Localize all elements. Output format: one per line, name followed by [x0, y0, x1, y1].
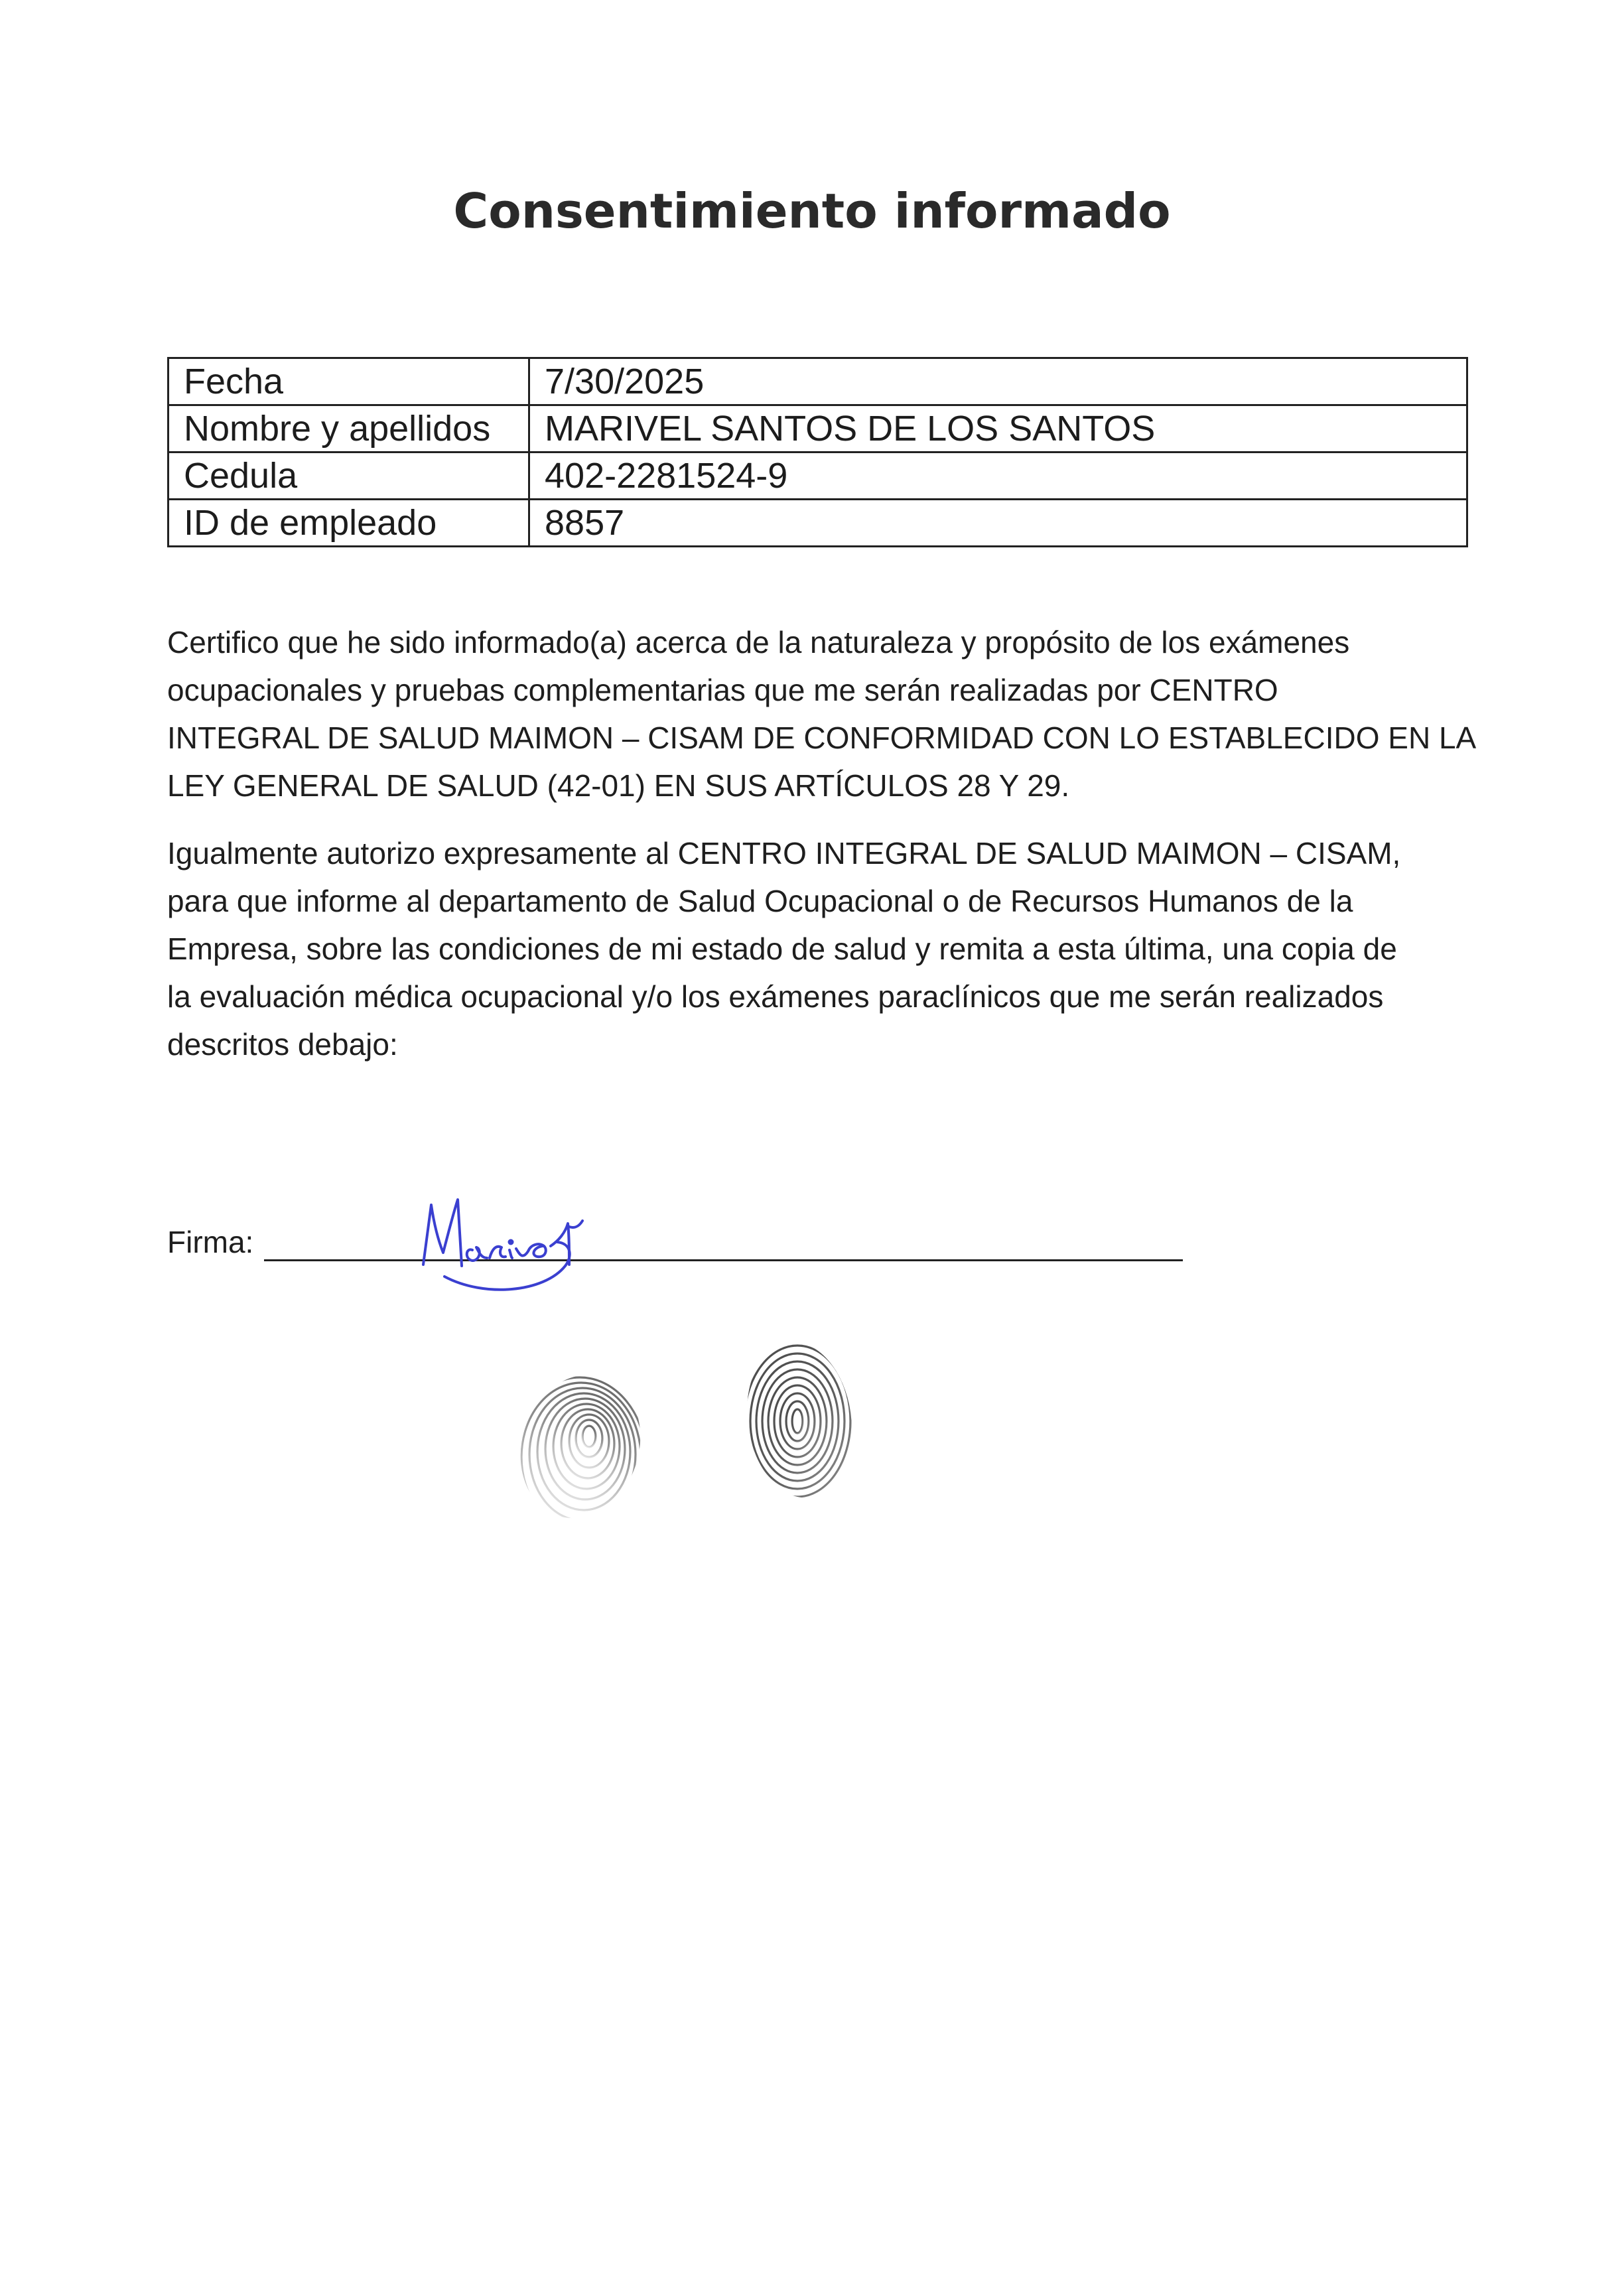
- table-row: [169, 500, 1467, 547]
- document-title: Consentimiento informado: [453, 183, 1171, 239]
- table-row: [169, 358, 1467, 405]
- fingerprint-icon: [736, 1334, 862, 1506]
- paragraph-line: descritos debajo:: [167, 1027, 398, 1062]
- info-table: [167, 357, 1468, 547]
- signature-line: [264, 1259, 1183, 1261]
- paragraph-line: Empresa, sobre las condiciones de mi estado de salud y remita a esta última, una copia de: [167, 932, 1397, 966]
- field-label-nombre: Nombre y apellidos: [169, 405, 529, 452]
- paragraph-line: Certifico que he sido informado(a) acerca de la naturaleza y propósito de los exámenes: [167, 625, 1350, 660]
- table-row: [169, 452, 1467, 500]
- paragraph-line: LEY GENERAL DE SALUD (42-01) EN SUS ARTÍCULOS 28 Y 29.: [167, 768, 1070, 803]
- field-value-id-empleado: 8857: [529, 500, 1467, 547]
- field-value-cedula: 402-2281524-9: [529, 452, 1467, 500]
- paragraph-line: la evaluación médica ocupacional y/o los exámenes paraclínicos que me serán realizados: [167, 979, 1384, 1014]
- consent-paragraph-certification: [167, 618, 1477, 809]
- field-value-fecha: 7/30/2025: [529, 358, 1467, 405]
- field-label-fecha: Fecha: [169, 358, 529, 405]
- paragraph-line: Igualmente autorizo expresamente al CENTRO INTEGRAL DE SALUD MAIMON – CISAM,: [167, 836, 1401, 870]
- signature-label: Firma:: [167, 1225, 254, 1259]
- handwritten-signature: [411, 1186, 650, 1299]
- paragraph-line: para que informe al departamento de Salud Ocupacional o de Recursos Humanos de la: [167, 884, 1353, 918]
- field-value-nombre: MARIVEL SANTOS DE LOS SANTOS: [529, 405, 1467, 452]
- fingerprint-icon: [511, 1367, 650, 1526]
- consent-paragraph-authorization: [167, 829, 1477, 1068]
- field-label-cedula: Cedula: [169, 452, 529, 500]
- signature-stroke: [423, 1200, 582, 1290]
- paragraph-line: ocupacionales y pruebas complementarias que me serán realizadas por CENTRO: [167, 673, 1278, 707]
- table-row: [169, 405, 1467, 452]
- paragraph-line: INTEGRAL DE SALUD MAIMON – CISAM DE CONFORMIDAD CON LO ESTABLECIDO EN LA: [167, 721, 1477, 755]
- field-label-id-empleado: ID de empleado: [169, 500, 529, 547]
